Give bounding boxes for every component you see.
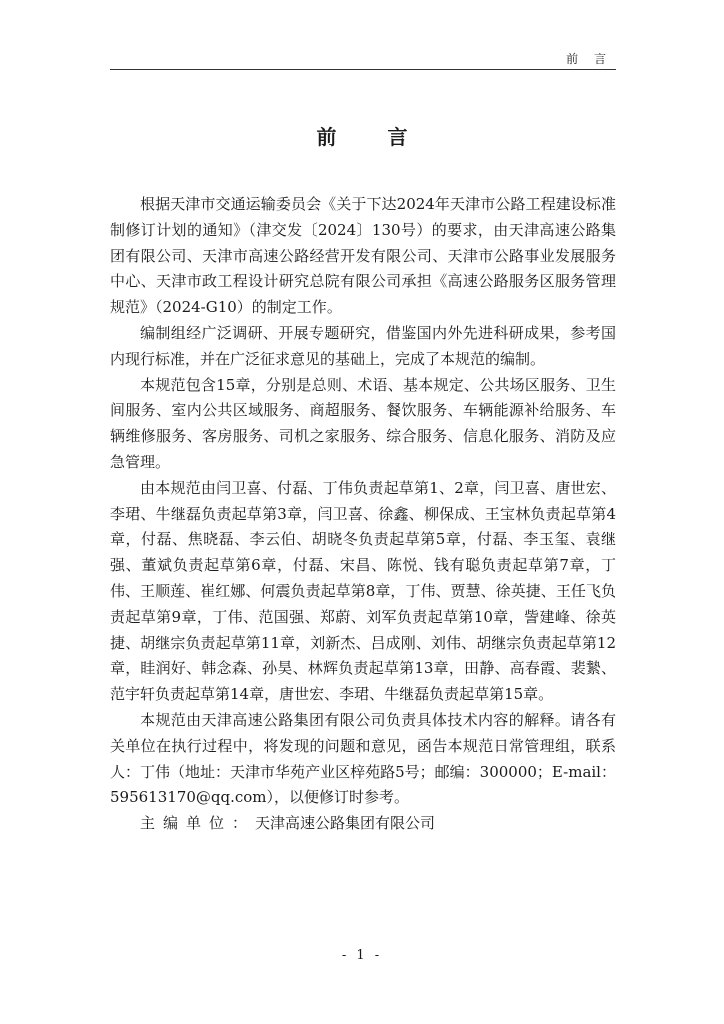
- page-title: 前 言: [316, 125, 430, 149]
- preface-body: [110, 192, 616, 837]
- paragraph-contact: 本规范由天津高速公路集团有限公司负责具体技术内容的解释。请各有关单位在执行过程中，将发现的问题和意见，函告本规范日常管理组，联系人：丁伟（地址：天津市华苑产业区梓苑路5号；邮编：300000；E-mail：595613170@qq.com），以便修订时参考。: [110, 710, 616, 807]
- chief-unit-line: [110, 811, 616, 837]
- paragraph-authors: 由本规范由闫卫喜、付磊、丁伟负责起草第1、2章，闫卫喜、唐世宏、李珺、牛继磊负责起草第3章，闫卫喜、徐鑫、柳保成、王宝林负责起草第4章，付磊、焦晓磊、李云伯、胡晓冬负责起草第5章，付磊、李玉玺、袁继强、董斌负责起草第6章，付磊、宋昌、陈悦、钱有聪负责起草第7章，丁伟、王顺莲、崔红娜、何震负责起草第8章，丁伟、贾慧、徐英捷、王任飞负责起草第9章，丁伟、范国强、郑蔚、刘军负责起草第10章，訾建峰、徐英捷、胡继宗负责起草第11章，刘新杰、吕成刚、刘伟、胡继宗负责起草第12章，眭润好、韩念森、孙昊、林辉负责起草第13章，田静、高春霞、裴縶、范宇轩负责起草第14章，唐世宏、李珺、牛继磊负责起草第15章。: [110, 478, 616, 704]
- paragraph-contents: 本规范包含15章，分别是总则、术语、基本规定、公共场区服务、卫生间服务、室内公共区域服务、商超服务、餐饮服务、车辆能源补给服务、车辆维修服务、客房服务、司机之家服务、综合服务、信息化服务、消防及应急管理。: [110, 375, 616, 471]
- paragraph-basis: 根据天津市交通运输委员会《关于下达2024年天津市公路工程建设标准制修订计划的通知》（津交发〔2024〕130号）的要求，由天津高速公路集团有限公司、天津市高速公路经营开发有限公司、天津市公路事业发展服务中心、天津市政工程设计研究总院有限公司承担《高速公路服务区服务管理规范》（2024-G10）的制定工作。: [110, 195, 616, 317]
- chief-unit-label: 主编单位：: [140, 814, 256, 833]
- paragraph-process: 编制组经广泛调研、开展专题研究，借鉴国内外先进科研成果，参考国内现行标准，并在广泛征求意见的基础上，完成了本规范的编制。: [110, 323, 616, 368]
- header-rule: [110, 69, 616, 70]
- running-head: 前 言: [566, 52, 612, 66]
- chief-unit-value: 天津高速公路集团有限公司: [255, 814, 436, 833]
- page-number: - 1 -: [341, 948, 383, 963]
